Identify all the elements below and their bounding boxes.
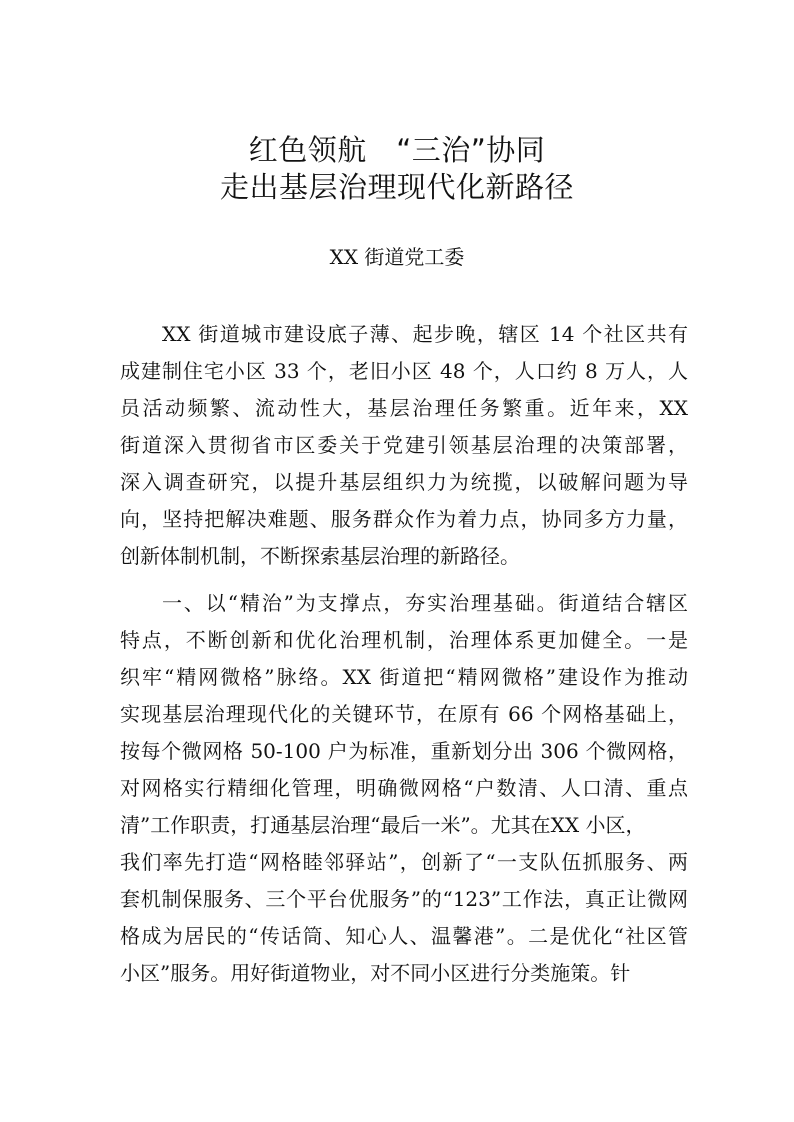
- body-line: 特点，不断创新和优化治理机制，治理体系更加健全。一是: [120, 628, 688, 652]
- document-author: XX 街道党工委: [329, 245, 465, 269]
- body-line: 织牢“精网微格”脉络。XX 街道把“精网微格”建设作为推动: [120, 665, 688, 689]
- body-line: 按每个微网格 50-100 户为标准，重新划分出 306 个微网格，: [120, 739, 688, 763]
- body-line: 对网格实行精细化管理，明确微网格“户数清、人口清、重点: [120, 776, 688, 800]
- body-line: XX 街道城市建设底子薄、起步晚，辖区 14 个社区共有: [162, 322, 688, 346]
- body-line: 员活动频繁、流动性大，基层治理任务繁重。近年来，XX: [120, 396, 688, 420]
- body-line: 清”工作职责，打通基层治理“最后一米”。尤其在XX 小区，: [120, 813, 646, 837]
- body-line: 一、以“精治”为支撑点，夯实治理基础。街道结合辖区: [162, 591, 688, 615]
- document-title-line-2: 走出基层治理现代化新路径: [219, 170, 574, 204]
- body-line: 套机制保服务、三个平台优服务”的“123”工作法，真正让微网: [120, 887, 688, 911]
- body-line: 小区”服务。用好街道物业，对不同小区进行分类施策。针: [120, 961, 631, 985]
- body-line: 创新体制机制，不断探索基层治理的新路径。: [120, 544, 520, 568]
- body-line: 成建制住宅小区 33 个，老旧小区 48 个，人口约 8 万人，人: [120, 359, 688, 383]
- body-line: 深入调查研究，以提升基层组织力为统揽，以破解问题为导: [120, 470, 688, 494]
- document-title-line-1: 红色领航 “三治”协同: [248, 133, 546, 167]
- body-line: 实现基层治理现代化的关键环节，在原有 66 个网格基础上，: [120, 702, 688, 726]
- body-line: 街道深入贯彻省市区委关于党建引领基层治理的决策部署，: [120, 433, 688, 457]
- body-line: 我们率先打造“网格睦邻驿站”，创新了“一支队伍抓服务、两: [120, 850, 688, 874]
- body-line: 格成为居民的“传话筒、知心人、温馨港”。二是优化“社区管: [120, 924, 688, 948]
- body-line: 向，坚持把解决难题、服务群众作为着力点，协同多方力量，: [120, 507, 688, 531]
